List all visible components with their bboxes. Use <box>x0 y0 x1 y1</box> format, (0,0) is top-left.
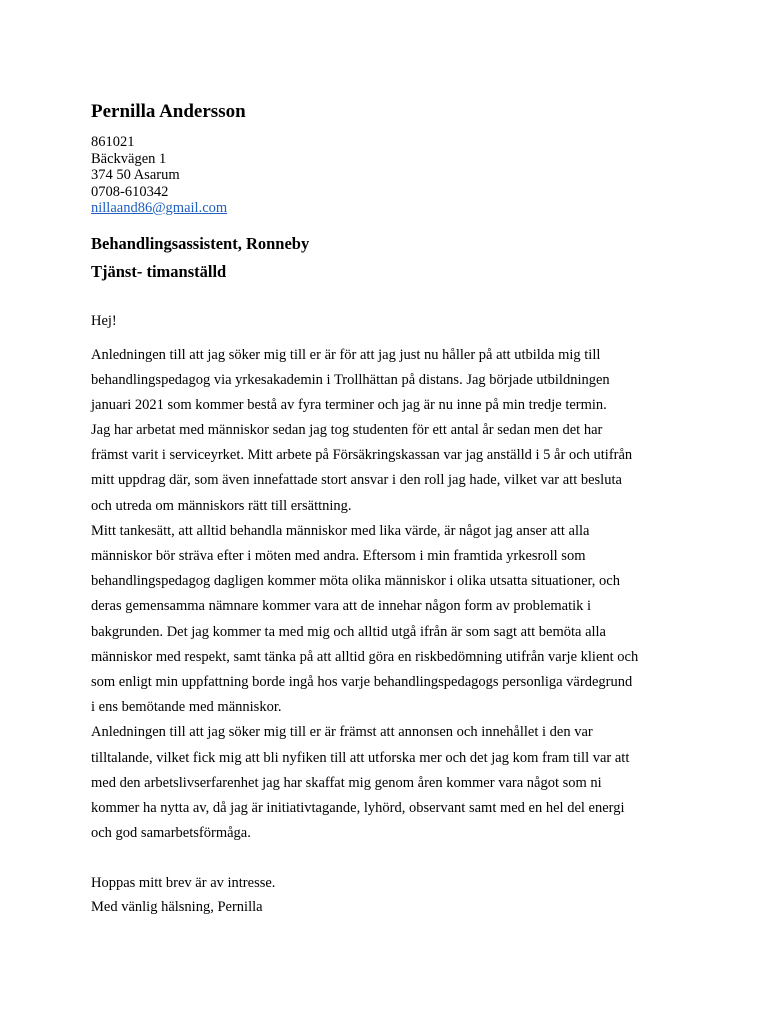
body-line: Anledningen till att jag söker mig till er är främst att annonsen och innehållet i den var <box>91 724 593 741</box>
sender-city: 374 50 Asarum <box>91 167 180 183</box>
position-title: Behandlingsassistent, Ronneby <box>91 233 310 253</box>
body-line: främst varit i serviceyrket. Mitt arbete på Försäkringskassan var jag anställd i 5 år och utifrån <box>91 447 633 464</box>
body-line: deras gemensamma nämnare kommer vara att de innehar någon form av problematik i <box>91 598 592 615</box>
sender-id: 861021 <box>91 134 135 150</box>
sender-email-row <box>91 200 691 217</box>
body-line: januari 2021 som kommer bestå av fyra terminer och jag är nu inne på min tredje termin. <box>91 396 607 413</box>
body-line: behandlingspedagog via yrkesakademin i Trollhättan på distans. Jag började utbildningen <box>91 371 610 388</box>
body-line: Mitt tankesätt, att alltid behandla människor med lika värde, är något jag anser att alla <box>91 522 590 539</box>
body-line: Anledningen till att jag söker mig till er är för att jag just nu håller på att utbilda mig till <box>91 346 601 363</box>
body-line: och god samarbetsförmåga. <box>91 825 251 842</box>
cover-letter-page <box>91 98 691 922</box>
body-line: människor med respekt, samt tänka på att alltid göra en riskbedömning utifrån varje klient och <box>91 648 639 665</box>
sender-phone: 0708-610342 <box>91 183 169 200</box>
position-employment: Tjänst- timanställd <box>91 261 227 281</box>
sender-name: Pernilla Andersson <box>91 101 246 122</box>
body-line: i ens bemötande med människor. <box>91 699 282 716</box>
greeting: Hej! <box>91 312 117 329</box>
body-line: människor bör sträva efter i möten med andra. Eftersom i min framtida yrkesroll som <box>91 548 586 564</box>
contact-block <box>91 134 691 217</box>
body-line: behandlingspedagog dagligen kommer möta olika människor i olika utsatta situationer, och <box>91 573 620 590</box>
sender-email-link[interactable]: nillaand86@gmail.com <box>91 200 228 216</box>
body-line: kommer ha nytta av, då jag är initiativtagande, lyhörd, observant samt med en hel del energi <box>91 799 625 816</box>
signature-line: Med vänlig hälsning, Pernilla <box>91 899 263 916</box>
letter-body <box>91 346 691 850</box>
body-line: som enligt min uppfattning borde ingå hos varje behandlingspedagogs personliga värdegrund <box>91 673 633 690</box>
body-line: mitt uppdrag där, som även innefattade stort ansvar i den roll jag hade, vilket var att besluta <box>91 472 622 489</box>
sender-street: Bäckvägen 1 <box>91 150 167 167</box>
body-line: Jag har arbetat med människor sedan jag tog studenten för ett antal år sedan men det har <box>91 422 603 439</box>
body-line: bakgrunden. Det jag kommer ta med mig och alltid utgå ifrån är som sagt att bemöta alla <box>91 623 606 640</box>
body-line: med den arbetslivserfarenhet jag har skaffat mig genom åren kommer vara något som ni <box>91 774 602 791</box>
body-line: och utreda om människors rätt till ersättning. <box>91 497 352 514</box>
body-line: tilltalande, vilket fick mig att bli nyfiken till att utforska mer och det jag kom fram till var att <box>91 749 630 766</box>
closing-line: Hoppas mitt brev är av intresse. <box>91 875 276 892</box>
closing-block <box>91 874 691 922</box>
